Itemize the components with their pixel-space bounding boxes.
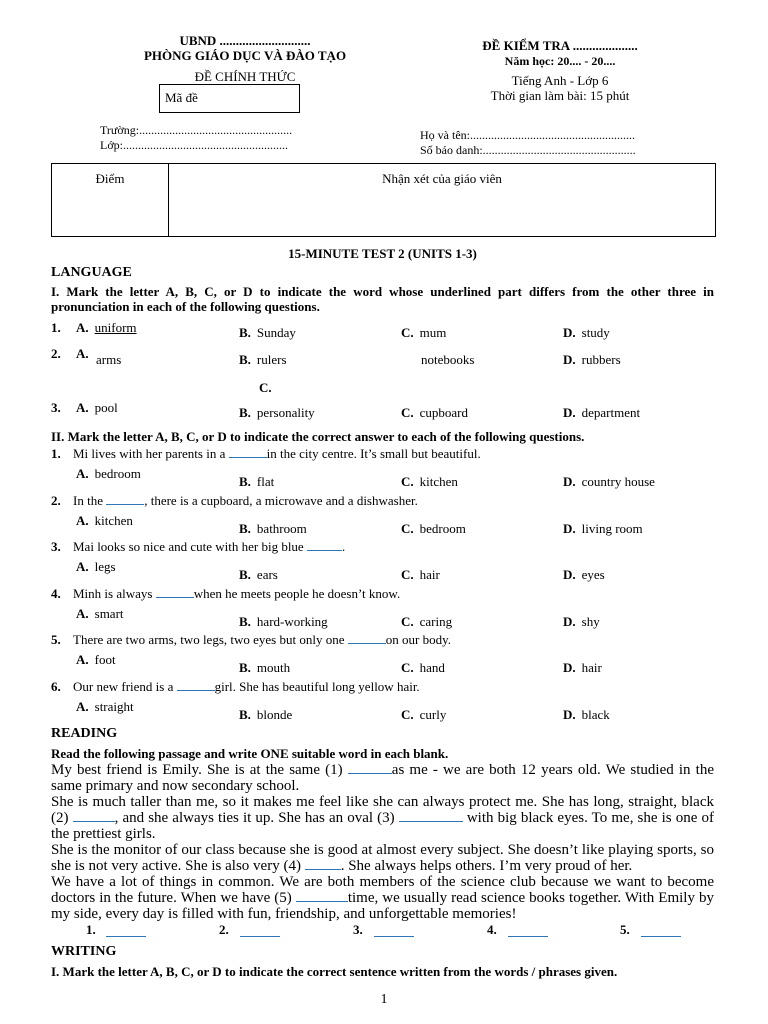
answer-1-label: 1. <box>86 922 96 937</box>
p1-q1-number: 1. <box>51 320 61 335</box>
paragraph-1: My best friend is Emily. She is at the same (1) as me - we are both 12 years old. We studied in the same primary and now secondary school. <box>51 762 715 794</box>
part1-instruction: I. Mark the letter A, B, C, or D to indicate the word whose underlined part differs from the other three in pronunciation in each of the following questions. <box>51 284 714 314</box>
p1-q1-option-c[interactable]: C. mum <box>401 325 447 340</box>
p2-q6-number: 6. <box>51 679 61 694</box>
p1-q3-option-a[interactable]: A. pool <box>76 400 118 415</box>
p2-q2-option-a[interactable]: A. kitchen <box>76 513 133 528</box>
school-year: Năm học: 20.... - 20.... <box>504 54 616 68</box>
reading-heading: READING <box>51 726 118 741</box>
p2-q2-option-b[interactable]: B. bathroom <box>239 521 307 536</box>
blank-4[interactable] <box>305 859 341 870</box>
p2-q6-blank[interactable] <box>177 680 215 691</box>
reading-instruction: Read the following passage and write ONE suitable word in each blank. <box>51 746 449 761</box>
p2-q3-option-c[interactable]: C. hair <box>401 567 440 582</box>
answer-3-blank[interactable] <box>374 926 414 937</box>
blank-3[interactable] <box>399 811 463 822</box>
p2-q3-blank[interactable] <box>307 540 342 551</box>
language-heading: LANGUAGE <box>51 265 132 280</box>
exam-code-box[interactable] <box>159 84 300 113</box>
blank-5[interactable] <box>296 891 348 902</box>
p2-q2-option-c[interactable]: C. bedroom <box>401 521 466 536</box>
answer-2-label: 2. <box>219 922 229 937</box>
p2-q2-blank[interactable] <box>106 494 144 505</box>
paragraph-4: We have a lot of things in common. We are both members of the science club because we want to become doctors in the future. When we have (5) time, we usually read science books together. With Emily by my side, every day is filled with fun, friendship, and unforgettable memories! <box>51 874 714 922</box>
p1-q1-option-b[interactable]: B. Sunday <box>239 325 296 340</box>
subject-grade: Tiếng Anh - Lớp 6 <box>511 73 609 88</box>
p1-q2-option-c-word: notebooks <box>421 352 475 367</box>
answer-3-label: 3. <box>353 922 363 937</box>
p1-q3-option-c[interactable]: C. cupboard <box>401 405 469 420</box>
p2-q6-option-d[interactable]: D. black <box>563 707 610 722</box>
p2-q6-option-a[interactable]: A. straight <box>76 699 134 714</box>
writing-instruction: I. Mark the letter A, B, C, or D to indicate the correct sentence written from the words / phrases given. <box>51 964 618 979</box>
p1-q3-number: 3. <box>51 400 61 415</box>
p2-q4-option-c[interactable]: C. caring <box>401 614 453 629</box>
paragraph-3: She is the monitor of our class because she is good at almost every subject. She doesn’t like playing sports, so she is not very active. She is also very (4) . She always helps others. I’m very proud of her. <box>51 842 714 874</box>
p2-q4-option-b[interactable]: B. hard-working <box>239 614 328 629</box>
comment-label: Nhận xét của giáo viên <box>382 171 502 186</box>
p2-q2-stem: In the , there is a cupboard, a microwave and a dishwasher. <box>73 493 418 508</box>
p2-q1-blank[interactable] <box>229 447 267 458</box>
p1-q3-option-d[interactable]: D. department <box>563 405 641 420</box>
school-field[interactable]: Trường:................................................... <box>100 123 293 137</box>
p2-q2-number: 2. <box>51 493 61 508</box>
p2-q3-stem: Mai looks so nice and cute with her big blue . <box>73 539 346 554</box>
writing-heading: WRITING <box>51 944 117 959</box>
p2-q4-option-a[interactable]: A. smart <box>76 606 124 621</box>
student-id-field[interactable]: Số báo danh:................................................... <box>420 143 636 157</box>
score-label: Điểm <box>95 171 125 186</box>
p2-q1-option-b[interactable]: B. flat <box>239 474 275 489</box>
p2-q5-stem: There are two arms, two legs, two eyes but only one on our body. <box>73 632 451 647</box>
paragraph-2: She is much taller than me, so it makes me feel like she can always protect me. She has long, straight, black (2) , and she always ties it up. She has an oval (3) with big black eyes. To me, she is one of the prettiest girls. <box>51 794 714 842</box>
name-field[interactable]: Họ và tên:....................................................... <box>420 128 635 142</box>
exam-code-label: Mã đề <box>165 90 198 105</box>
p2-q6-stem: Our new friend is a girl. She has beautiful long yellow hair. <box>73 679 420 694</box>
p1-q2-option-a[interactable]: A. <box>76 346 89 361</box>
answer-5-label: 5. <box>620 922 630 937</box>
p2-q5-blank[interactable] <box>348 633 386 644</box>
answer-4-blank[interactable] <box>508 926 548 937</box>
p2-q1-option-a[interactable]: A. bedroom <box>76 466 141 481</box>
p2-q5-option-d[interactable]: D. hair <box>563 660 602 675</box>
class-field[interactable]: Lớp:....................................................... <box>100 138 289 152</box>
p2-q3-number: 3. <box>51 539 61 554</box>
p2-q4-blank[interactable] <box>156 587 194 598</box>
p2-q3-option-d[interactable]: D. eyes <box>563 567 605 582</box>
time-allowed: Thời gian làm bài: 15 phút <box>490 88 630 103</box>
page-number: 1 <box>380 992 388 1007</box>
p2-q4-stem: Minh is always when he meets people he doesn’t know. <box>73 586 401 601</box>
p2-q1-number: 1. <box>51 446 61 461</box>
p1-q2-option-c[interactable]: C. <box>259 380 272 395</box>
p1-q2-option-d[interactable]: D. rubbers <box>563 352 621 367</box>
ubnd-line: UBND ............................ <box>179 33 311 48</box>
p2-q5-number: 5. <box>51 632 61 647</box>
blank-1[interactable] <box>348 763 392 774</box>
p2-q6-option-b[interactable]: B. blonde <box>239 707 293 722</box>
answer-4-label: 4. <box>487 922 497 937</box>
p1-q3-option-b[interactable]: B. personality <box>239 405 315 420</box>
p1-q1-option-d[interactable]: D. study <box>563 325 610 340</box>
p2-q5-option-c[interactable]: C. hand <box>401 660 445 675</box>
p2-q2-option-d[interactable]: D. living room <box>563 521 643 536</box>
part2-instruction: II. Mark the letter A, B, C, or D to indicate the correct answer to each of the following questions. <box>51 429 585 444</box>
p2-q1-option-d[interactable]: D. country house <box>563 474 655 489</box>
blank-2[interactable] <box>73 811 115 822</box>
p2-q6-option-c[interactable]: C. curly <box>401 707 447 722</box>
exam-title: ĐỀ KIỂM TRA .................... <box>482 38 638 53</box>
p2-q1-option-c[interactable]: C. kitchen <box>401 474 458 489</box>
p2-q5-option-a[interactable]: A. foot <box>76 652 116 667</box>
answer-2-blank[interactable] <box>240 926 280 937</box>
p1-q2-number: 2. <box>51 346 61 361</box>
p1-q2-option-a-word: arms <box>96 352 122 367</box>
p2-q3-option-a[interactable]: A. legs <box>76 559 116 574</box>
answer-1-blank[interactable] <box>106 926 146 937</box>
official-label: ĐỀ CHÍNH THỨC <box>194 69 296 84</box>
reading-passage <box>51 762 714 922</box>
p2-q1-stem: Mi lives with her parents in a in the city centre. It’s small but beautiful. <box>73 446 481 461</box>
p2-q4-option-d[interactable]: D. shy <box>563 614 600 629</box>
answer-5-blank[interactable] <box>641 926 681 937</box>
p2-q5-option-b[interactable]: B. mouth <box>239 660 291 675</box>
score-comment-table <box>51 163 716 237</box>
test-title: 15-MINUTE TEST 2 (UNITS 1-3) <box>288 246 477 261</box>
p2-q4-number: 4. <box>51 586 61 601</box>
p2-q3-option-b[interactable]: B. ears <box>239 567 278 582</box>
department-name: PHÒNG GIÁO DỤC VÀ ĐÀO TẠO <box>143 48 347 63</box>
p1-q2-option-b[interactable]: B. rulers <box>239 352 287 367</box>
p1-q1-option-a[interactable]: A. uniform <box>76 320 137 335</box>
